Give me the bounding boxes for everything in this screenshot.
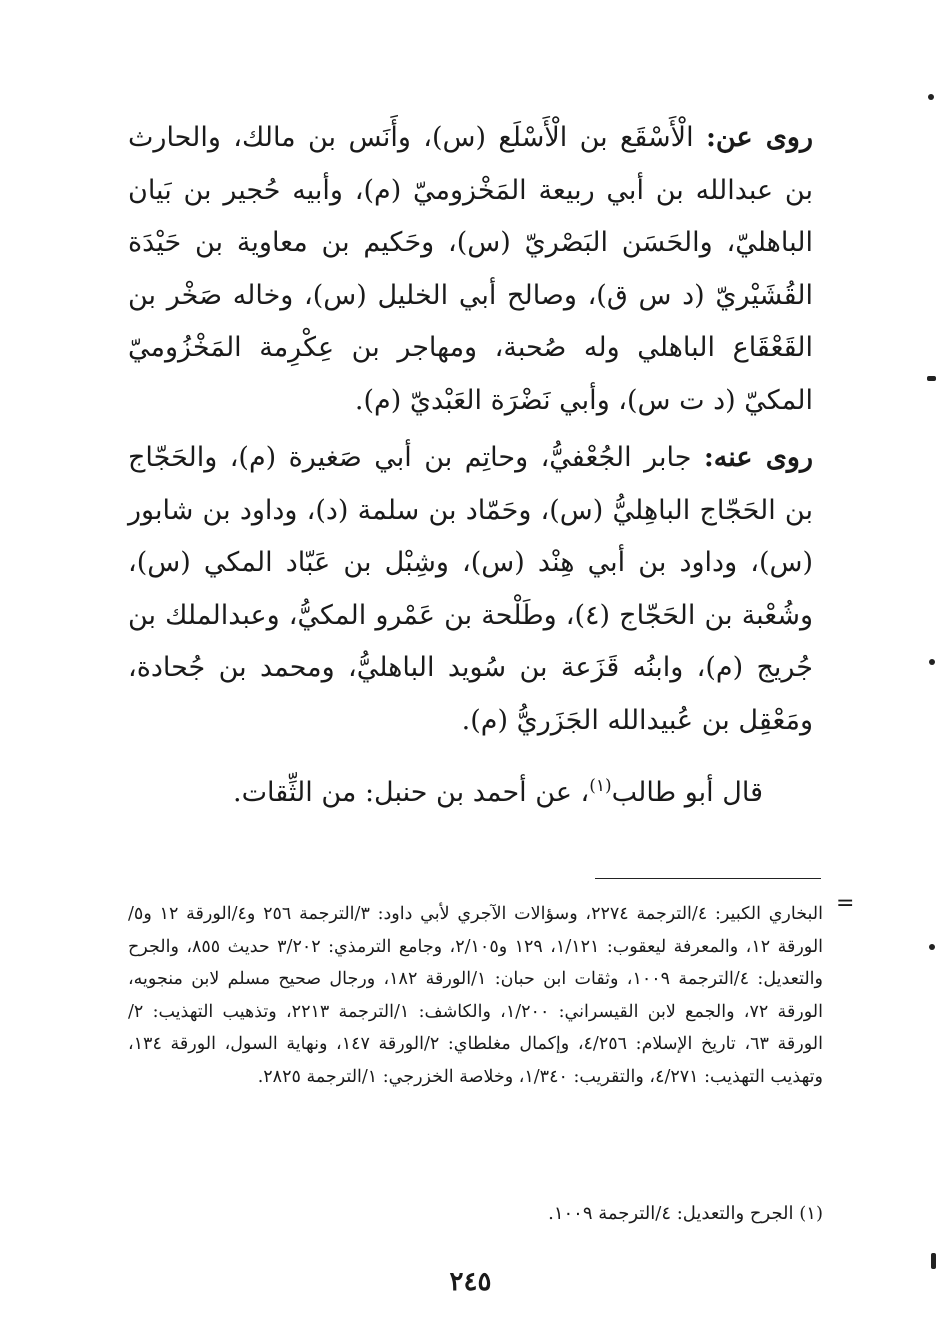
page-number: ٢٤٥ <box>449 1267 492 1297</box>
lead-narrated-from: روى عن: <box>705 122 813 153</box>
paragraph-narrated-from <box>128 112 813 427</box>
quote-text-after: ، عن أحمد بن حنبل: من الثِّقات. <box>233 777 590 808</box>
paragraph-quote <box>178 760 763 820</box>
margin-mark <box>931 1253 936 1269</box>
margin-mark <box>929 659 935 665</box>
footnote-ref: (١) <box>589 776 612 796</box>
margin-mark <box>928 94 934 100</box>
footnote-main-text: البخاري الكبير: ٤/الترجمة ٢٢٧٤، وسؤالات الآجري لأبي داود: ٣/الترجمة ٢٥٦ و٤/الورقة ١٢ و٥/الورقة ١٢، والمعرفة ليعقوب: ١/١٢١، ١٢٩ و٢/١٠٥، وجامع الترمذي: ٣/٢٠٢ حديث ٨٥٥، والجرح والتعديل: ٤/الترجمة ١٠٠٩، وثقات ابن حبان: ١/الورقة ١٨٢، ورجال صحيح مسلم لابن منجويه، الورقة ٧٢، والجمع لابن القيسراني: ١/٢٠٠، والكاشف: ١/الترجمة ٢٢١٣، وتذهيب التهذيب: ٢/الورقة ٦٣، تاريخ الإسلام: ٤/٢٥٦، وإكمال مغلطاي: ٢/الورقة ١٤٧، ونهاية السول، الورقة ١٣٤، وتهذيب التهذيب: ٤/٢٧١، والتقريب: ١/٣٤٠، وخلاصة الخزرجي: ١/الترجمة ٢٨٢٥. <box>128 904 824 1087</box>
paragraph-text: الْأَسْقَع بن الْأَسْلَع (س)، وأَنَس بن مالك، والحارث بن عبدالله بن أبي ربيعة المَخْزوميّ (م)، وأبيه حُجير بن بَيان الباهليّ، والحَسَن البَصْريّ (س)، وحَكيم بن معاوية بن حَيْدَة القُشَيْريّ (د س ق)، وصالح أبي الخليل (س)، وخاله صَخْر بن القَعْقَاع الباهلي وله صُحبة، ومهاجر بن عِكْرِمة المَخْزُوميّ المكيّ (د ت س)، وأبي نَضْرَة العَبْديّ (م). <box>128 122 813 416</box>
margin-mark <box>927 376 936 381</box>
footnote-divider <box>595 878 821 879</box>
quote-text-before: قال أبو طالب <box>611 777 763 808</box>
paragraph-narrated-by <box>128 432 813 747</box>
paragraph-text: جابر الجُعْفيُّ، وحاتِم بن أبي صَغيرة (م)، والحَجّاج بن الحَجّاج الباهِليُّ (س)، وحَمّاد بن سلمة (د)، وداود بن شابور (س)، وداود بن أبي هِنْد (س)، وشِبْل بن عَبّاد المكي (س)، وشُعْبة بن الحَجّاج (٤)، وطَلْحة بن عَمْرو المكيُّ، وعبدالملك بن جُريج (م)، وابنُه قَزَعة بن سُويد الباهليُّ، ومحمد بن جُحادة، ومَعْقِل بن عُبيدالله الجَزَريُّ (م). <box>128 442 813 736</box>
continuation-mark: = <box>836 891 855 916</box>
lead-narrated-by: روى عنه: <box>703 442 814 473</box>
footnote-sources <box>128 898 823 1093</box>
margin-mark <box>929 944 935 950</box>
footnote-1: (١) الجرح والتعديل: ٤/الترجمة ١٠٠٩. <box>548 1203 823 1224</box>
